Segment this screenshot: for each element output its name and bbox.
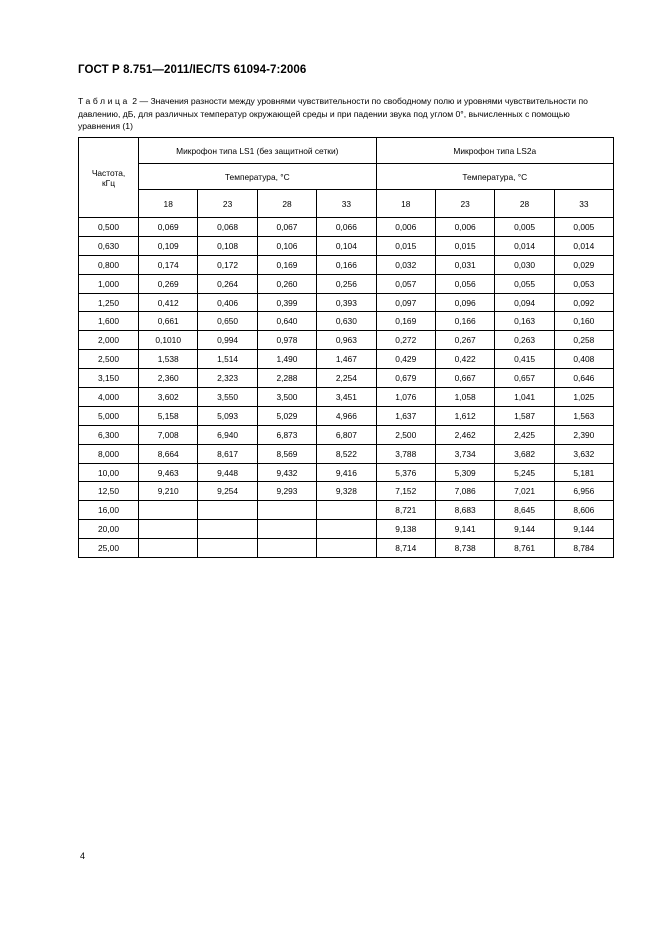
caption-table-number: 2 <box>132 96 138 106</box>
value-cell <box>317 501 376 520</box>
table-body <box>79 218 614 558</box>
value-cell: 0,015 <box>435 236 494 255</box>
value-cell: 9,432 <box>257 463 316 482</box>
frequency-cell: 8,000 <box>79 444 139 463</box>
value-cell: 0,260 <box>257 274 316 293</box>
header-frequency: Частота, кГц <box>79 138 139 218</box>
data-table <box>78 137 614 558</box>
frequency-cell: 12,50 <box>79 482 139 501</box>
value-cell: 7,021 <box>495 482 554 501</box>
value-cell: 1,538 <box>139 350 198 369</box>
value-cell: 0,406 <box>198 293 257 312</box>
value-cell: 8,683 <box>435 501 494 520</box>
value-cell: 0,096 <box>435 293 494 312</box>
value-cell: 3,682 <box>495 444 554 463</box>
value-cell: 8,761 <box>495 539 554 558</box>
table-row <box>79 350 614 369</box>
value-cell: 0,667 <box>435 369 494 388</box>
header-temp-cell: 28 <box>495 190 554 218</box>
value-cell: 9,254 <box>198 482 257 501</box>
value-cell: 2,288 <box>257 369 316 388</box>
value-cell: 2,390 <box>554 425 613 444</box>
value-cell: 5,309 <box>435 463 494 482</box>
value-cell: 9,144 <box>495 520 554 539</box>
value-cell <box>139 501 198 520</box>
value-cell: 9,141 <box>435 520 494 539</box>
frequency-cell: 16,00 <box>79 501 139 520</box>
value-cell: 0,030 <box>495 255 554 274</box>
table-caption <box>78 95 598 133</box>
header-temp-cell: 18 <box>139 190 198 218</box>
value-cell: 8,617 <box>198 444 257 463</box>
frequency-cell: 3,150 <box>79 369 139 388</box>
value-cell: 2,462 <box>435 425 494 444</box>
value-cell: 2,254 <box>317 369 376 388</box>
value-cell: 7,152 <box>376 482 435 501</box>
frequency-cell: 6,300 <box>79 425 139 444</box>
value-cell: 0,104 <box>317 236 376 255</box>
value-cell: 0,031 <box>435 255 494 274</box>
value-cell: 3,500 <box>257 388 316 407</box>
value-cell: 8,738 <box>435 539 494 558</box>
value-cell: 8,606 <box>554 501 613 520</box>
value-cell: 2,500 <box>376 425 435 444</box>
value-cell: 1,612 <box>435 406 494 425</box>
value-cell: 0,172 <box>198 255 257 274</box>
value-cell: 1,490 <box>257 350 316 369</box>
value-cell: 0,056 <box>435 274 494 293</box>
value-cell: 9,328 <box>317 482 376 501</box>
value-cell: 8,522 <box>317 444 376 463</box>
table-row <box>79 406 614 425</box>
value-cell: 0,393 <box>317 293 376 312</box>
value-cell <box>317 520 376 539</box>
value-cell: 0,108 <box>198 236 257 255</box>
value-cell <box>257 501 316 520</box>
value-cell: 0,006 <box>376 218 435 237</box>
value-cell: 1,467 <box>317 350 376 369</box>
value-cell: 0,169 <box>257 255 316 274</box>
value-cell: 8,569 <box>257 444 316 463</box>
value-cell: 5,181 <box>554 463 613 482</box>
value-cell: 0,994 <box>198 331 257 350</box>
value-cell: 8,784 <box>554 539 613 558</box>
value-cell: 0,069 <box>139 218 198 237</box>
value-cell: 0,412 <box>139 293 198 312</box>
table-row <box>79 369 614 388</box>
value-cell: 5,158 <box>139 406 198 425</box>
value-cell: 0,057 <box>376 274 435 293</box>
value-cell: 2,323 <box>198 369 257 388</box>
value-cell: 0,264 <box>198 274 257 293</box>
table-row <box>79 425 614 444</box>
value-cell: 0,415 <box>495 350 554 369</box>
value-cell: 0,630 <box>317 312 376 331</box>
frequency-cell: 1,250 <box>79 293 139 312</box>
table-row <box>79 482 614 501</box>
value-cell: 0,014 <box>495 236 554 255</box>
value-cell: 0,650 <box>198 312 257 331</box>
table-row <box>79 255 614 274</box>
value-cell: 1,058 <box>435 388 494 407</box>
value-cell: 0,014 <box>554 236 613 255</box>
value-cell: 0,160 <box>554 312 613 331</box>
value-cell: 6,873 <box>257 425 316 444</box>
value-cell: 0,661 <box>139 312 198 331</box>
header-group-ls1: Микрофон типа LS1 (без защитной сетки) <box>139 138 377 164</box>
value-cell: 0,005 <box>554 218 613 237</box>
value-cell: 0,174 <box>139 255 198 274</box>
value-cell: 3,602 <box>139 388 198 407</box>
value-cell <box>198 539 257 558</box>
table-row <box>79 218 614 237</box>
value-cell <box>257 539 316 558</box>
document-header: ГОСТ Р 8.751—2011/IEC/TS 61094-7:2006 <box>78 64 307 76</box>
value-cell <box>257 520 316 539</box>
value-cell: 0,005 <box>495 218 554 237</box>
value-cell: 0,640 <box>257 312 316 331</box>
value-cell: 0,258 <box>554 331 613 350</box>
table-row <box>79 539 614 558</box>
value-cell: 1,587 <box>495 406 554 425</box>
value-cell: 0,068 <box>198 218 257 237</box>
value-cell: 0,399 <box>257 293 316 312</box>
value-cell: 8,714 <box>376 539 435 558</box>
header-temperature-ls1: Температура, °С <box>139 164 377 190</box>
value-cell: 1,563 <box>554 406 613 425</box>
value-cell: 9,210 <box>139 482 198 501</box>
value-cell: 5,376 <box>376 463 435 482</box>
frequency-cell: 0,800 <box>79 255 139 274</box>
value-cell <box>139 539 198 558</box>
value-cell: 1,514 <box>198 350 257 369</box>
header-temp-cell: 23 <box>435 190 494 218</box>
table-row <box>79 312 614 331</box>
value-cell: 5,093 <box>198 406 257 425</box>
value-cell: 9,416 <box>317 463 376 482</box>
frequency-cell: 10,00 <box>79 463 139 482</box>
value-cell: 1,076 <box>376 388 435 407</box>
value-cell: 8,721 <box>376 501 435 520</box>
header-temp-cell: 23 <box>198 190 257 218</box>
value-cell: 0,263 <box>495 331 554 350</box>
value-cell: 0,429 <box>376 350 435 369</box>
value-cell: 0,1010 <box>139 331 198 350</box>
value-cell: 0,032 <box>376 255 435 274</box>
value-cell: 9,138 <box>376 520 435 539</box>
value-cell: 0,106 <box>257 236 316 255</box>
value-cell: 9,144 <box>554 520 613 539</box>
value-cell: 0,657 <box>495 369 554 388</box>
page-number: 4 <box>80 851 86 861</box>
value-cell: 0,097 <box>376 293 435 312</box>
value-cell: 8,645 <box>495 501 554 520</box>
value-cell: 9,463 <box>139 463 198 482</box>
value-cell: 0,092 <box>554 293 613 312</box>
value-cell: 0,272 <box>376 331 435 350</box>
value-cell: 3,734 <box>435 444 494 463</box>
table-row <box>79 331 614 350</box>
value-cell: 0,679 <box>376 369 435 388</box>
header-temp-cell: 18 <box>376 190 435 218</box>
value-cell: 0,267 <box>435 331 494 350</box>
value-cell: 0,066 <box>317 218 376 237</box>
value-cell <box>198 520 257 539</box>
value-cell: 1,041 <box>495 388 554 407</box>
value-cell: 0,163 <box>495 312 554 331</box>
value-cell: 0,408 <box>554 350 613 369</box>
value-cell: 0,963 <box>317 331 376 350</box>
value-cell: 0,169 <box>376 312 435 331</box>
value-cell: 6,940 <box>198 425 257 444</box>
value-cell <box>317 539 376 558</box>
value-cell: 7,008 <box>139 425 198 444</box>
frequency-cell: 4,000 <box>79 388 139 407</box>
value-cell: 0,978 <box>257 331 316 350</box>
frequency-cell: 2,000 <box>79 331 139 350</box>
value-cell: 0,646 <box>554 369 613 388</box>
value-cell: 0,055 <box>495 274 554 293</box>
value-cell: 0,094 <box>495 293 554 312</box>
header-temp-cell: 33 <box>317 190 376 218</box>
header-temp-cell: 28 <box>257 190 316 218</box>
frequency-cell: 2,500 <box>79 350 139 369</box>
value-cell <box>139 520 198 539</box>
frequency-cell: 0,630 <box>79 236 139 255</box>
table-row <box>79 236 614 255</box>
value-cell: 5,029 <box>257 406 316 425</box>
value-cell: 6,807 <box>317 425 376 444</box>
table-row <box>79 463 614 482</box>
value-cell: 1,637 <box>376 406 435 425</box>
table-row <box>79 293 614 312</box>
value-cell <box>198 501 257 520</box>
frequency-cell: 1,600 <box>79 312 139 331</box>
frequency-cell: 1,000 <box>79 274 139 293</box>
value-cell: 0,109 <box>139 236 198 255</box>
frequency-cell: 5,000 <box>79 406 139 425</box>
value-cell: 0,015 <box>376 236 435 255</box>
value-cell: 0,006 <box>435 218 494 237</box>
value-cell: 7,086 <box>435 482 494 501</box>
value-cell: 4,966 <box>317 406 376 425</box>
value-cell: 1,025 <box>554 388 613 407</box>
header-group-ls2a: Микрофон типа LS2a <box>376 138 613 164</box>
value-cell: 0,166 <box>317 255 376 274</box>
header-temp-cell: 33 <box>554 190 613 218</box>
value-cell: 9,448 <box>198 463 257 482</box>
caption-table-word: Таблица <box>78 96 130 106</box>
table-row <box>79 444 614 463</box>
value-cell: 0,166 <box>435 312 494 331</box>
table-row <box>79 388 614 407</box>
value-cell: 0,053 <box>554 274 613 293</box>
value-cell: 0,269 <box>139 274 198 293</box>
value-cell: 3,632 <box>554 444 613 463</box>
value-cell: 3,451 <box>317 388 376 407</box>
value-cell: 2,425 <box>495 425 554 444</box>
header-temperature-ls2a: Температура, °С <box>376 164 613 190</box>
caption-text: — Значения разности между уровнями чувствительности по свободному полю и уровнями чувствительности по давлению, дБ, для различных температур окружающей среды и при падении звука под углом 0°, вычисленных с помощью уравнения (1) <box>78 96 588 132</box>
value-cell: 0,422 <box>435 350 494 369</box>
frequency-cell: 0,500 <box>79 218 139 237</box>
value-cell: 0,256 <box>317 274 376 293</box>
value-cell: 3,788 <box>376 444 435 463</box>
value-cell: 6,956 <box>554 482 613 501</box>
value-cell: 3,550 <box>198 388 257 407</box>
value-cell: 9,293 <box>257 482 316 501</box>
table-row <box>79 501 614 520</box>
table-row <box>79 274 614 293</box>
table-row <box>79 520 614 539</box>
value-cell: 2,360 <box>139 369 198 388</box>
value-cell: 5,245 <box>495 463 554 482</box>
frequency-cell: 20,00 <box>79 520 139 539</box>
frequency-cell: 25,00 <box>79 539 139 558</box>
value-cell: 8,664 <box>139 444 198 463</box>
value-cell: 0,029 <box>554 255 613 274</box>
value-cell: 0,067 <box>257 218 316 237</box>
